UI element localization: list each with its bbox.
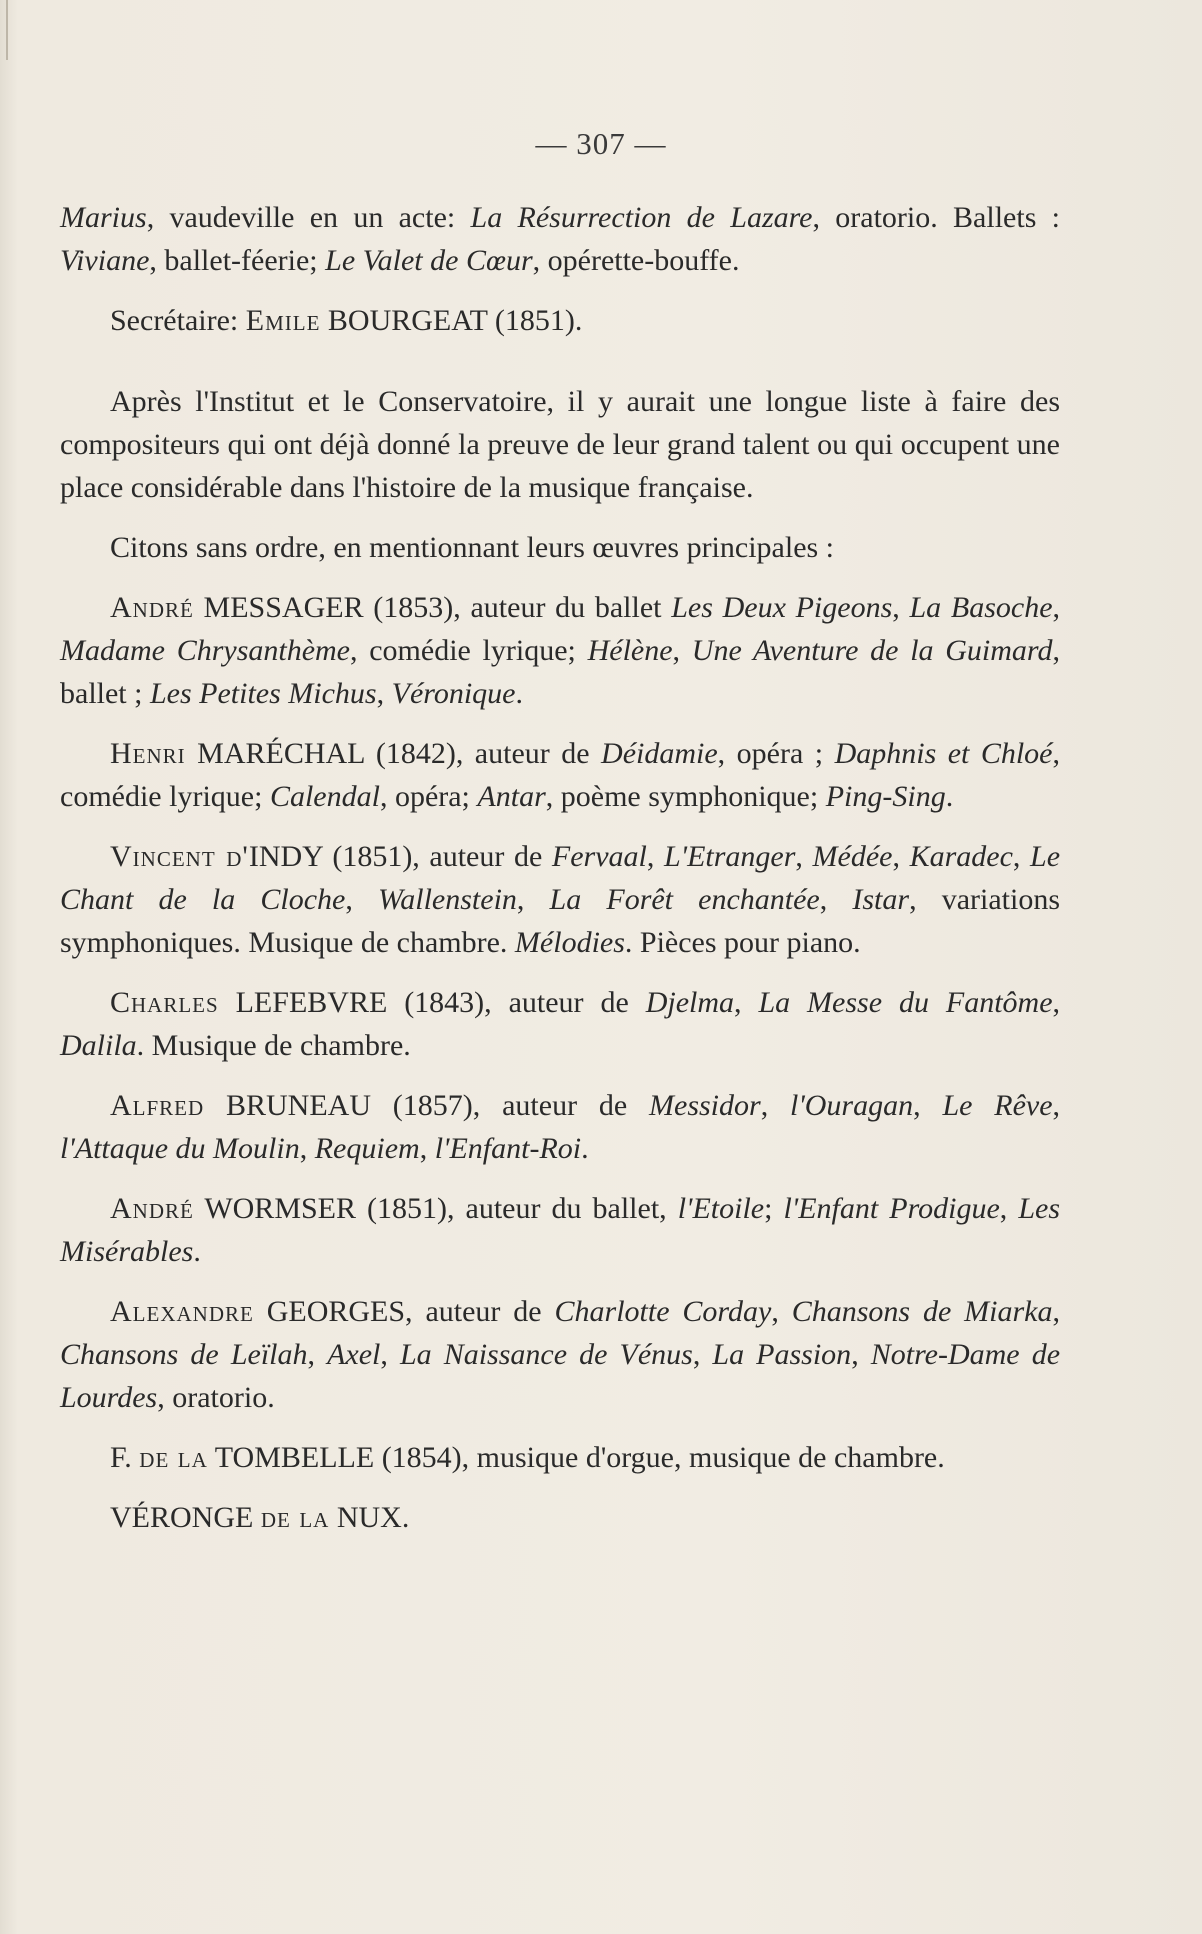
work-title: Mélodies	[514, 926, 625, 959]
text: Citons sans ordre, en mentionnant leurs œuvres principales :	[110, 531, 835, 564]
work-title: l'Ouragan	[790, 1089, 914, 1122]
paragraph-2	[60, 299, 1060, 342]
work-title: Ping-Sing	[825, 780, 946, 813]
first-name: Charles	[110, 986, 219, 1019]
text: ,	[892, 840, 910, 873]
text: Secrétaire:	[110, 304, 246, 337]
first-name: André	[110, 591, 194, 624]
text: ,	[692, 1338, 713, 1371]
first-name: André	[110, 1192, 194, 1225]
text: BRUNEAU (1857), auteur de	[204, 1089, 650, 1122]
work-title: La Résurrection de Lazare	[470, 201, 813, 234]
text: ,	[892, 591, 910, 624]
text: , opérette-bouffe.	[532, 244, 740, 277]
text: , oratorio. Ballets :	[812, 201, 1060, 234]
text: Après l'Institut et le Conservatoire, il y aurait une longue liste à faire des compositeurs qui ont déjà donné la preuve de leur grand talent ou qui occupent une place considérable dans l'histoire de la musique française.	[60, 385, 1060, 504]
paragraph-4	[60, 526, 1060, 569]
work-title: Notre-Dame de Lourdes	[60, 1338, 1061, 1414]
particle: de la	[260, 1501, 330, 1534]
text: VÉRONGE	[110, 1501, 261, 1534]
text: , poème symphonique;	[545, 780, 826, 813]
work-title: Le Chant de la Cloche	[60, 840, 1061, 916]
work-title: La Messe du Fantôme	[758, 986, 1053, 1019]
work-title: Les Petites Michus	[149, 677, 377, 710]
text: GEORGES, auteur de	[253, 1295, 555, 1328]
paragraph-9	[60, 1084, 1060, 1170]
main-text	[60, 196, 1060, 1556]
work-title: La Forêt enchantée	[549, 883, 820, 916]
page-number: — 307 —	[535, 126, 667, 161]
work-title: Déidamie	[601, 737, 718, 770]
paragraph-10	[60, 1187, 1060, 1273]
first-name: Alfred	[110, 1089, 205, 1122]
work-title: Messidor	[649, 1089, 761, 1122]
work-title: Les Misérables	[60, 1192, 1060, 1268]
text: ,	[345, 883, 379, 916]
work-title: Viviane	[60, 244, 150, 277]
first-name: Vincent d'	[110, 840, 249, 873]
work-title: L'Etranger	[663, 840, 796, 873]
page-edge	[6, 0, 8, 60]
work-title: Axel	[327, 1338, 381, 1371]
work-title: l'Attaque du Moulin	[60, 1132, 300, 1165]
text: ,	[913, 1089, 943, 1122]
first-name: Alexandre	[110, 1295, 254, 1328]
particle: de la	[139, 1441, 208, 1474]
text: ,	[419, 1132, 435, 1165]
text: .	[515, 677, 523, 710]
work-title: Chansons de Leïlah	[60, 1338, 308, 1371]
text: NUX.	[329, 1501, 410, 1534]
text: ,	[771, 1295, 792, 1328]
work-title: La Passion	[712, 1338, 852, 1371]
text: ,	[672, 634, 692, 667]
text: BOURGEAT (1851).	[320, 304, 583, 337]
text: INDY (1851), auteur de	[248, 840, 552, 873]
paragraph-3	[60, 380, 1060, 509]
text: ,	[646, 840, 664, 873]
work-title: Médée	[812, 840, 893, 873]
text: ,	[1052, 591, 1061, 624]
work-title: La Basoche	[909, 591, 1053, 624]
work-title: l'Etoile	[677, 1192, 765, 1225]
text: ;	[764, 1192, 784, 1225]
text: ,	[516, 883, 550, 916]
text: MARÉCHAL (1842), auteur de	[185, 737, 602, 770]
work-title: Antar	[477, 780, 546, 813]
work-title: Chansons de Miarka	[791, 1295, 1053, 1328]
work-title: Karadec	[909, 840, 1013, 873]
text: , oratorio.	[157, 1381, 275, 1414]
text: LEFEBVRE (1843), auteur de	[218, 986, 646, 1019]
work-title: Hélène	[587, 634, 673, 667]
text: ,	[795, 840, 813, 873]
work-title: Daphnis et Chloé	[834, 737, 1053, 770]
text: .	[193, 1235, 201, 1268]
paragraph-13	[60, 1496, 1060, 1539]
work-title: Dalila	[60, 1029, 137, 1062]
work-title: Le Rêve	[942, 1089, 1053, 1122]
text: , opéra ;	[717, 737, 835, 770]
text: , ballet ;	[60, 634, 1060, 710]
paragraph-7	[60, 835, 1060, 964]
paragraph-6	[60, 732, 1060, 818]
text: ,	[760, 1089, 791, 1122]
text: ,	[307, 1338, 328, 1371]
text: ,	[819, 883, 853, 916]
text: ,	[1052, 1295, 1060, 1328]
work-title: Véronique	[391, 677, 516, 710]
paragraph-8	[60, 981, 1060, 1067]
work-title: Requiem	[314, 1132, 420, 1165]
text: ,	[1052, 1089, 1061, 1122]
work-title: La Naissance de Vénus	[399, 1338, 693, 1371]
work-title: Charlotte Corday	[554, 1295, 772, 1328]
text: WORMSER (1851), auteur du ballet,	[193, 1192, 678, 1225]
work-title: Le Valet de Cœur	[325, 244, 533, 277]
work-title: Djelma	[645, 986, 735, 1019]
work-title: Calendal	[269, 780, 380, 813]
first-name: Henri	[110, 737, 186, 770]
text: ,	[999, 1192, 1019, 1225]
text: , opéra;	[379, 780, 478, 813]
first-name: Emile	[245, 304, 321, 337]
work-title: l'Enfant-Roi	[434, 1132, 582, 1165]
work-title: Une Aventure de la Guimard	[691, 634, 1053, 667]
text: ,	[1012, 840, 1031, 873]
text: MESSAGER (1853), auteur du ballet	[193, 591, 672, 624]
work-title: Istar	[852, 883, 910, 916]
text: , comédie lyrique;	[350, 634, 588, 667]
work-title: Madame Chrysanthème	[60, 634, 350, 667]
text: , ballet-féerie;	[149, 244, 326, 277]
text: ,	[380, 1338, 400, 1371]
work-title: Marius	[60, 201, 147, 234]
paragraph-12	[60, 1436, 1060, 1479]
work-title: Wallenstein	[378, 883, 517, 916]
paragraph-5	[60, 586, 1060, 715]
work-title: l'Enfant Prodigue	[783, 1192, 1000, 1225]
text: .	[945, 780, 954, 813]
work-title: Les Deux Pigeons	[671, 591, 893, 624]
text: , vaudeville en un acte:	[146, 201, 471, 234]
text: . Musique de chambre.	[136, 1029, 411, 1062]
text: , comédie lyrique;	[60, 737, 1060, 813]
text: TOMBELLE (1854), musique d'orgue, musique de chambre.	[207, 1441, 945, 1474]
text: , variations symphoniques. Musique de chambre.	[60, 883, 1061, 959]
text: ,	[376, 677, 392, 710]
text: ,	[851, 1338, 871, 1371]
work-title: Fervaal	[551, 840, 647, 873]
text: F.	[110, 1441, 140, 1474]
text: ,	[734, 986, 759, 1019]
text: ,	[1052, 986, 1061, 1019]
paragraph-11	[60, 1290, 1060, 1419]
text: ,	[299, 1132, 315, 1165]
paragraph-1	[60, 196, 1060, 282]
text: .	[581, 1132, 589, 1165]
text: . Pièces pour piano.	[624, 926, 861, 959]
